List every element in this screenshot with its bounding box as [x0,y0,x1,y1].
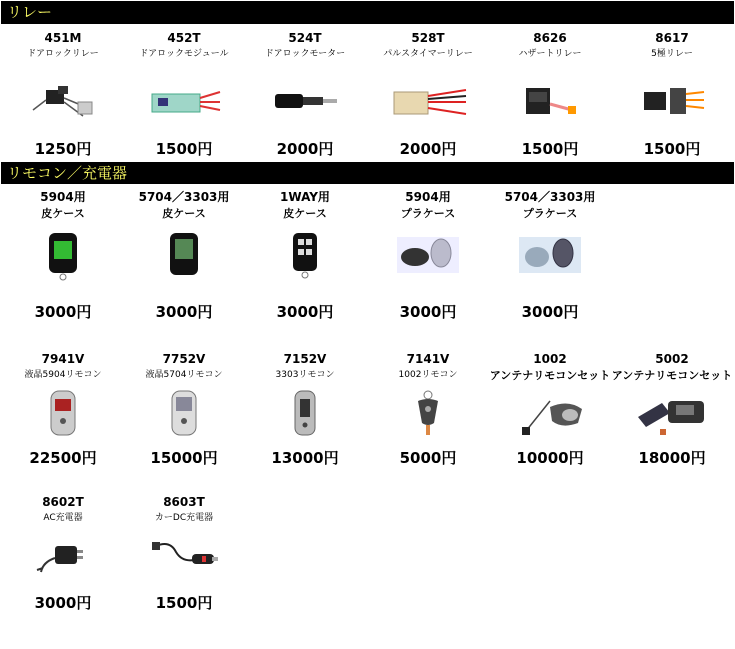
leather-case-icon [144,229,224,285]
product-code: 1002 [533,352,567,366]
charger-row [0,494,735,614]
key-remote-icon [388,387,468,443]
product-code: 7152V [283,352,327,366]
product-code: 8602T [42,495,84,509]
hazard-relay-icon [510,80,590,136]
door-lock-module-icon [144,80,224,136]
product-card[interactable] [611,30,733,158]
relay-row [0,30,735,158]
product-price: 3000円 [34,594,92,612]
case-row [0,189,735,321]
product-name: パルスタイマーリレー [383,49,473,59]
product-card[interactable] [123,351,245,467]
product-name: カーDC充電器 [154,513,214,523]
product-name: AC充電器 [43,513,83,523]
product-code: 5904用 [405,190,451,204]
product-name: 3303リモコン [275,370,335,380]
product-price: 2000円 [399,140,457,158]
remote-icon [23,387,103,443]
product-card[interactable] [489,189,611,321]
product-name: ハザートリレー [518,49,582,59]
product-name: 皮ケース [41,207,85,220]
product-code: 524T [288,31,322,45]
product-card[interactable] [489,351,611,467]
product-code: 8603T [163,495,205,509]
product-name: 液晶5704リモコン [145,370,223,380]
product-name: 皮ケース [162,207,206,220]
product-code: 5002 [655,352,689,366]
product-code: 8626 [533,31,567,45]
product-name: アンテナリモコンセット [611,369,733,382]
product-card[interactable] [244,189,366,321]
product-code: 7141V [406,352,450,366]
product-card[interactable] [611,351,733,467]
product-price: 18000円 [638,449,706,467]
product-price: 2000円 [276,140,334,158]
product-price: 1500円 [521,140,579,158]
pulse-timer-relay-icon [388,80,468,136]
product-name: 5極リレー [651,49,693,59]
relay-kit-icon [23,80,103,136]
product-name: 液晶5904リモコン [24,370,102,380]
product-price: 22500円 [29,449,97,467]
product-name: ドアロックモーター [264,49,346,59]
product-card[interactable] [123,494,245,612]
product-price: 1250円 [34,140,92,158]
remote-icon [144,387,224,443]
product-card[interactable] [2,494,124,612]
section-title: リレー [7,3,53,21]
product-price: 3000円 [155,303,213,321]
product-price: 1500円 [155,594,213,612]
section-title: リモコン／充電器 [7,164,128,182]
product-code: 7752V [162,352,206,366]
product-price: 3000円 [399,303,457,321]
remote-icon [265,387,345,443]
product-name: ドアロックリレー [27,49,99,59]
product-code: 452T [167,31,201,45]
plastic-case-icon [510,229,590,285]
product-card[interactable] [123,189,245,321]
product-code: 528T [411,31,445,45]
product-card[interactable] [489,30,611,158]
ac-charger-icon [23,532,103,588]
product-card[interactable] [123,30,245,158]
product-price: 3000円 [34,303,92,321]
product-price: 3000円 [276,303,334,321]
product-price: 15000円 [150,449,218,467]
product-price: 1500円 [155,140,213,158]
product-name: プラケース [400,207,456,220]
five-pin-relay-icon [632,80,712,136]
product-card[interactable] [367,30,489,158]
product-name: 皮ケース [283,207,327,220]
car-dc-charger-icon [144,532,224,588]
product-code: 1WAY用 [280,190,330,204]
leather-case-icon [23,229,103,285]
remote-row [0,351,735,471]
section-header-relay [1,1,734,24]
product-code: 5904用 [40,190,86,204]
product-name: アンテナリモコンセット [489,369,611,382]
product-price: 3000円 [521,303,579,321]
product-code: 5704／3303用 [138,190,230,204]
leather-case-icon [265,229,345,285]
antenna-remote-set-icon [510,387,590,443]
product-code: 8617 [655,31,689,45]
product-price: 5000円 [399,449,457,467]
product-card[interactable] [244,30,366,158]
product-card[interactable] [367,189,489,321]
product-code: 5704／3303用 [504,190,596,204]
product-card[interactable] [244,351,366,467]
door-lock-motor-icon [265,80,345,136]
section-header-remote [1,162,734,184]
product-price: 1500円 [643,140,701,158]
product-card[interactable] [367,351,489,467]
product-code: 451M [44,31,82,45]
product-name: 1002リモコン [398,370,458,380]
product-code: 7941V [41,352,85,366]
product-card[interactable] [2,351,124,467]
product-price: 10000円 [516,449,584,467]
antenna-remote-set-icon [632,387,712,443]
product-card[interactable] [2,189,124,321]
plastic-case-icon [388,229,468,285]
product-card[interactable] [2,30,124,158]
product-name: プラケース [522,207,578,220]
product-price: 13000円 [271,449,339,467]
product-name: ドアロックモジュール [139,49,229,59]
